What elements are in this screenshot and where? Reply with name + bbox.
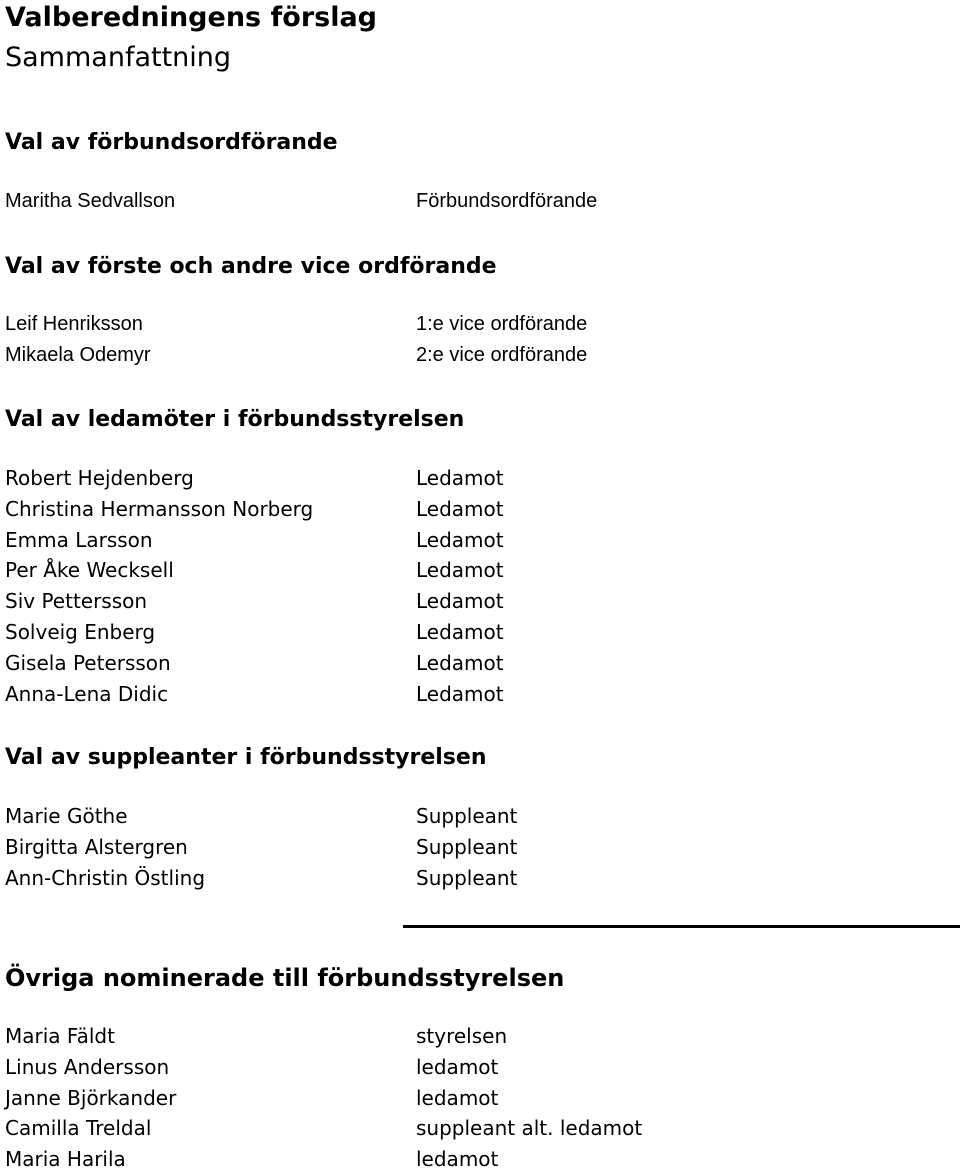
list-item [0, 494, 960, 525]
section-list-suppleanter [0, 801, 960, 893]
person-name: Birgitta Alstergren [5, 834, 188, 859]
person-role: Ledamot [416, 589, 504, 614]
person-role: Suppleant [416, 804, 518, 828]
person-role: Ledamot [416, 558, 504, 583]
person-role: Förbundsordförande [416, 190, 598, 212]
person-name: Maritha Sedvallson [5, 190, 176, 212]
list-item [0, 309, 960, 340]
person-role: ledamot [416, 1147, 499, 1172]
section-list-vice-ordforande [0, 309, 960, 371]
list-item [0, 1113, 960, 1144]
person-role: suppleant alt. ledamot [416, 1116, 643, 1141]
list-item [0, 1021, 960, 1052]
person-role: Suppleant [416, 834, 518, 859]
section-heading-forbundsordforande: Val av förbundsordförande [5, 130, 338, 155]
document-title: Valberedningens förslag [5, 2, 378, 33]
list-item [0, 617, 960, 648]
person-role: styrelsen [416, 1024, 508, 1048]
person-role: ledamot [416, 1054, 499, 1079]
person-role: 1:e vice ordförande [416, 313, 588, 335]
list-item [0, 832, 960, 863]
section-list-ledamoter [0, 463, 960, 709]
person-role: Ledamot [416, 527, 504, 552]
list-item [0, 679, 960, 710]
person-name: Solveig Enberg [5, 619, 156, 644]
person-name: Maria Fäldt [5, 1024, 115, 1048]
list-item [0, 586, 960, 617]
person-name: Janne Björkander [5, 1085, 177, 1110]
list-item [0, 463, 960, 494]
list-item [0, 648, 960, 679]
person-role: Suppleant [416, 865, 518, 890]
person-name: Maria Harila [5, 1147, 126, 1172]
person-name: Mikaela Odemyr [5, 343, 151, 366]
section-divider [403, 925, 960, 928]
list-item [0, 1144, 960, 1175]
person-role: Ledamot [416, 681, 504, 706]
section-heading-suppleanter: Val av suppleanter i förbundsstyrelsen [5, 745, 487, 770]
document-subtitle: Sammanfattning [5, 42, 232, 73]
person-role: Ledamot [416, 496, 504, 521]
list-item [0, 1083, 960, 1114]
section-list-ovriga-nominerade [0, 1021, 960, 1175]
list-item [0, 863, 960, 894]
section-heading-ledamoter: Val av ledamöter i förbundsstyrelsen [5, 407, 465, 432]
list-item [0, 801, 960, 832]
section-heading-vice-ordforande: Val av förste och andre vice ordförande [5, 254, 497, 279]
person-name: Siv Pettersson [5, 589, 148, 614]
list-item [0, 1052, 960, 1083]
person-name: Leif Henriksson [5, 313, 143, 335]
section-list-forbundsordforande [0, 186, 960, 217]
person-name: Ann-Christin Östling [5, 865, 206, 890]
person-name: Linus Andersson [5, 1054, 170, 1079]
person-role: Ledamot [416, 466, 504, 490]
person-name: Robert Hejdenberg [5, 466, 194, 490]
list-item [0, 555, 960, 586]
person-role: ledamot [416, 1085, 499, 1110]
person-name: Marie Göthe [5, 804, 128, 828]
person-name: Christina Hermansson Norberg [5, 496, 314, 521]
person-name: Gisela Petersson [5, 650, 171, 675]
list-item [0, 525, 960, 556]
person-name: Anna-Lena Didic [5, 681, 169, 706]
person-name: Camilla Treldal [5, 1116, 152, 1141]
person-role: 2:e vice ordförande [416, 343, 588, 366]
person-role: Ledamot [416, 650, 504, 675]
person-name: Per Åke Wecksell [5, 558, 174, 583]
person-name: Emma Larsson [5, 527, 153, 552]
section-heading-ovriga-nominerade: Övriga nominerade till förbundsstyrelsen [5, 964, 565, 992]
person-role: Ledamot [416, 619, 504, 644]
list-item [0, 186, 960, 217]
list-item [0, 340, 960, 371]
